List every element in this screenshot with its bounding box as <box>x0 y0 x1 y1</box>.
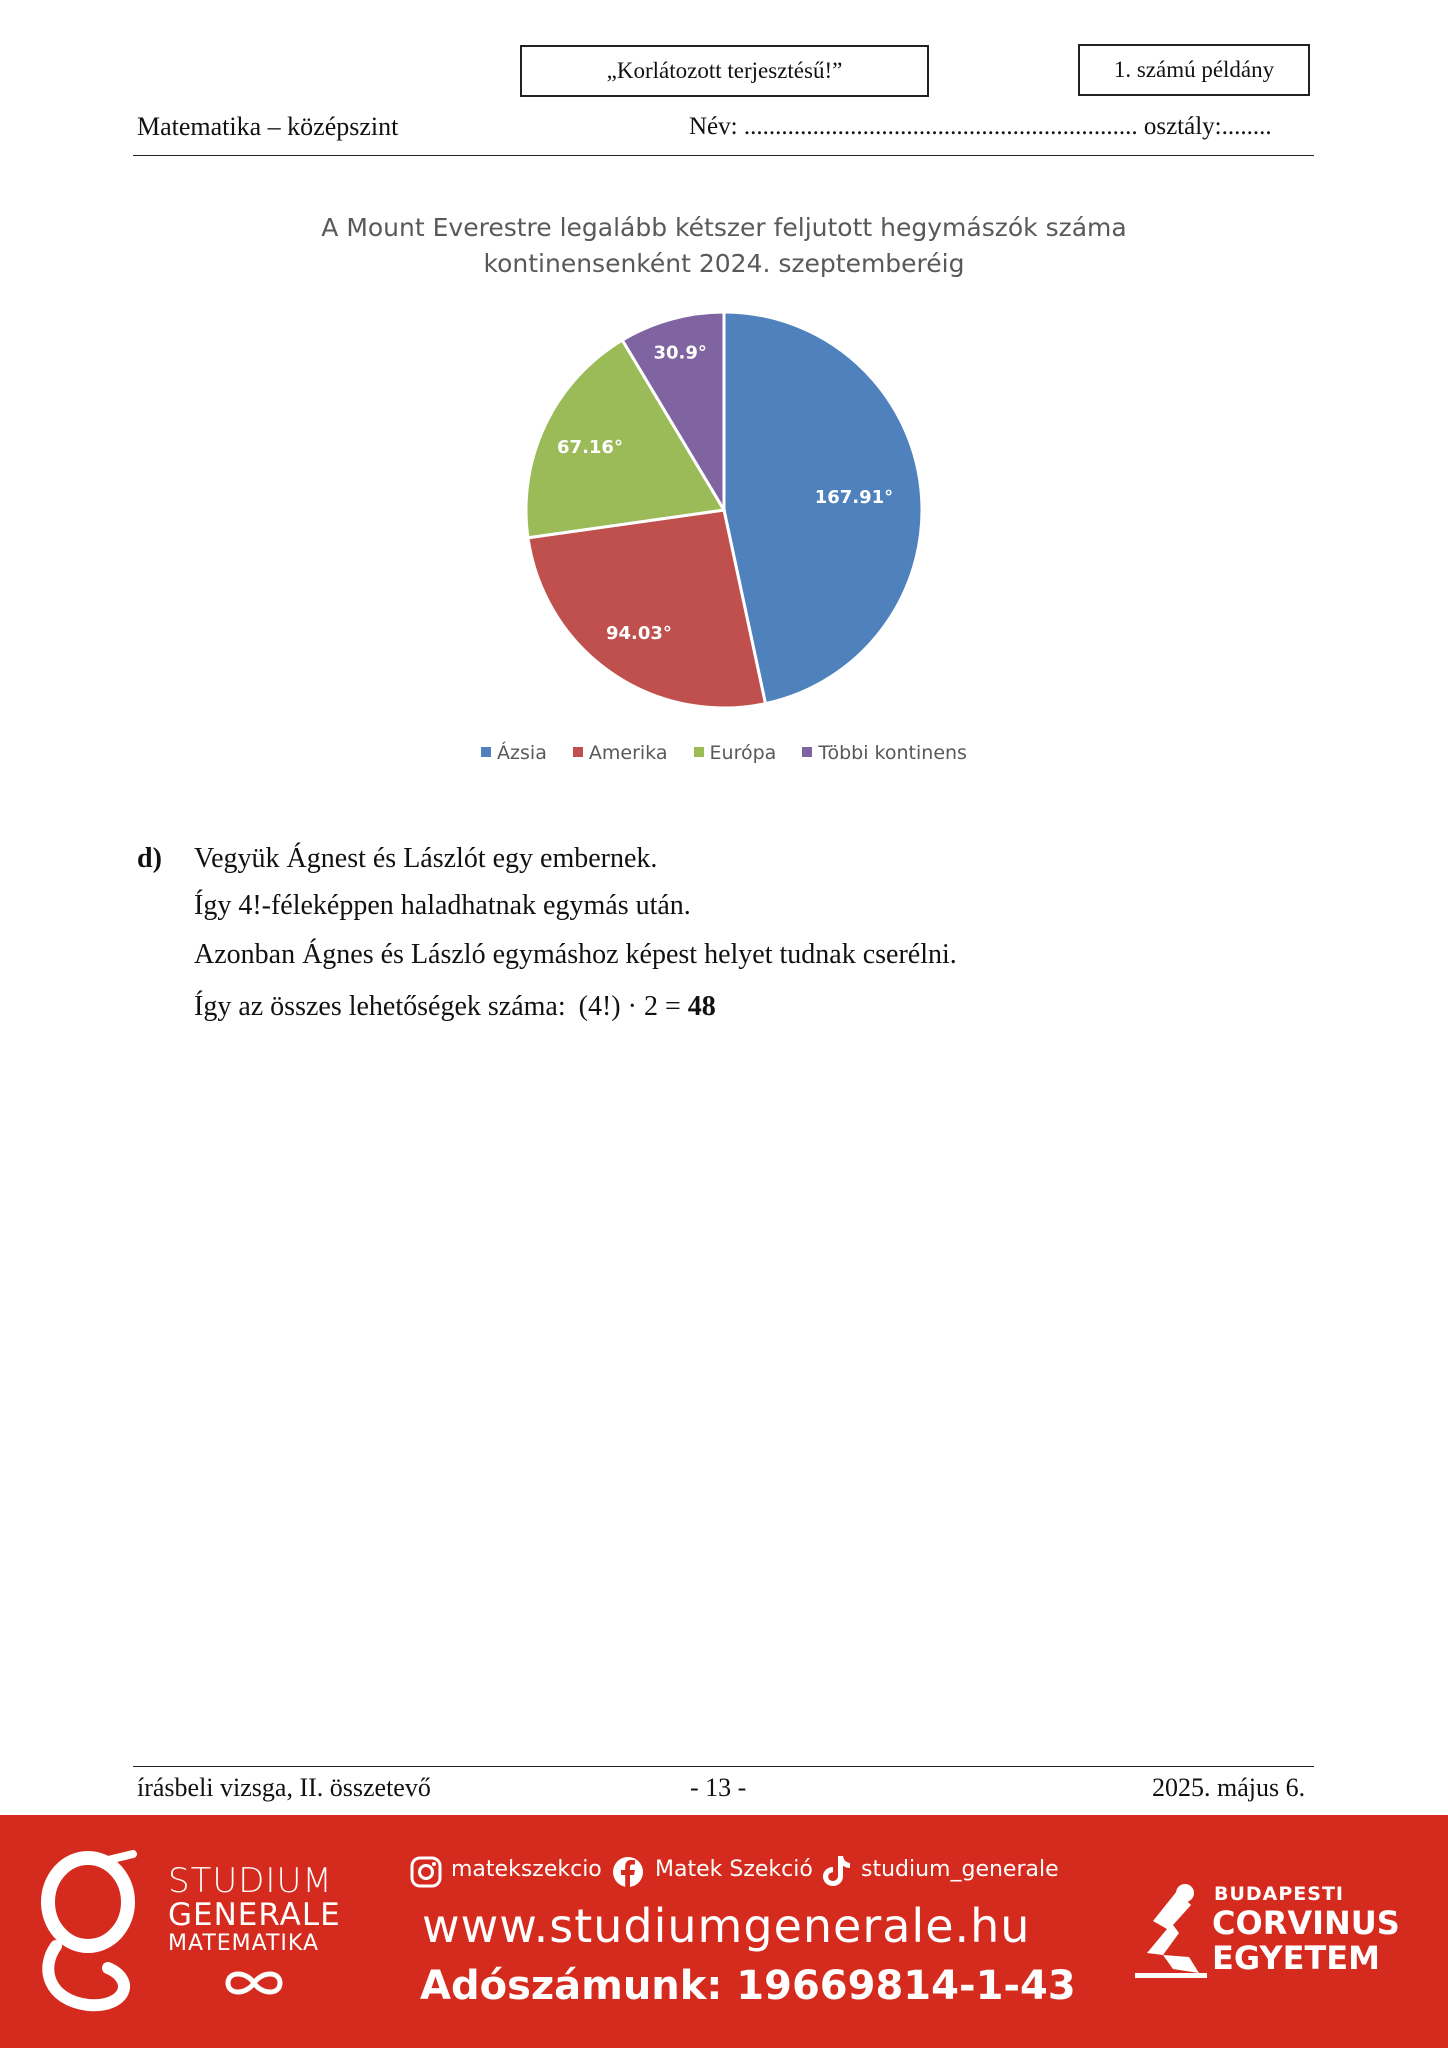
slice-tobbi-label: 30.9° <box>653 342 707 364</box>
sponsor-banner <box>0 1815 1448 2048</box>
logo-line-2: GENERALE <box>168 1897 341 1933</box>
solution-line-3: Azonban Ágnes és László egymáshoz képest helyet tudnak cserélni. <box>194 939 957 970</box>
part-label: d) <box>137 843 162 874</box>
slice-amerika-label: 94.03° <box>606 622 672 644</box>
slice-azsia-label: 167.91° <box>814 487 894 509</box>
studium-g-logo-icon <box>38 1850 138 2015</box>
copy-number-label: 1. számú példány <box>1113 57 1275 82</box>
legend-label: Európa <box>709 742 777 764</box>
legend-item-tobbi <box>802 742 967 764</box>
logo-line-1: STUDIUM <box>168 1861 333 1901</box>
footer-rule <box>133 1766 1314 1767</box>
corvinus-line-2: CORVINUS <box>1212 1904 1400 1942</box>
tax-number: Adószámunk: 19669814-1-43 <box>420 1963 1076 2009</box>
legend-label: Amerika <box>588 742 668 764</box>
legend-swatch-icon <box>802 747 812 757</box>
infinity-icon <box>222 1968 286 1998</box>
legend-label: Többi kontinens <box>818 742 967 764</box>
corvinus-line-1: BUDAPESTI <box>1214 1883 1345 1905</box>
slice-amerika <box>528 510 766 708</box>
website-link[interactable]: www.studiumgenerale.hu <box>422 1899 1031 1953</box>
footer-date: 2025. május 6. <box>1152 1773 1306 1802</box>
legend-swatch-icon <box>573 747 583 757</box>
subject-title: Matematika – középszint <box>137 112 399 141</box>
logo-line-3: MATEMATIKA <box>168 1931 320 1956</box>
footer-left: írásbeli vizsga, II. összetevő <box>137 1773 431 1802</box>
name-field: Név: ............................................................... osztály:........ <box>689 113 1272 140</box>
tiktok-icon[interactable] <box>822 1854 852 1888</box>
copy-number-box <box>1078 44 1310 96</box>
corvinus-logo-icon <box>1133 1881 1211 1981</box>
chart-title-line1: A Mount Everestre legalább kétszer feljutott hegymászók száma <box>321 213 1127 242</box>
legend-item-europa <box>694 742 777 764</box>
restriction-box <box>520 45 929 97</box>
legend-item-azsia <box>481 742 547 764</box>
legend-label: Ázsia <box>497 742 547 764</box>
solution-line-1: Vegyük Ágnest és Lászlót egy embernek. <box>194 843 658 874</box>
header-rule <box>133 155 1314 156</box>
solution-line-2: Így 4!-féleképpen haladhatnak egymás után. <box>194 890 691 921</box>
instagram-handle[interactable]: matekszekcio <box>451 1857 602 1882</box>
instagram-icon[interactable] <box>410 1856 442 1888</box>
solution-expression: (4!) · 2 = <box>578 991 681 1022</box>
solution-line-4 <box>194 990 716 1024</box>
restriction-label: „Korlátozott terjesztésű!” <box>606 58 843 83</box>
corvinus-line-3: EGYETEM <box>1212 1939 1380 1977</box>
solution-line-4-text: Így az összes lehetőségek száma: <box>194 991 566 1022</box>
legend-swatch-icon <box>694 747 704 757</box>
solution-result: 48 <box>687 991 716 1022</box>
chart-legend <box>0 742 1448 764</box>
facebook-page[interactable]: Matek Szekció <box>655 1857 813 1882</box>
legend-swatch-icon <box>481 747 491 757</box>
facebook-icon[interactable] <box>612 1856 644 1888</box>
slice-europa-label: 67.16° <box>557 437 623 459</box>
tiktok-handle[interactable]: studium_generale <box>861 1857 1059 1882</box>
page-number: - 13 - <box>690 1773 747 1802</box>
chart-title-line2: kontinensenként 2024. szeptemberéig <box>483 249 965 278</box>
legend-item-amerika <box>573 742 668 764</box>
pie-chart <box>505 300 945 720</box>
